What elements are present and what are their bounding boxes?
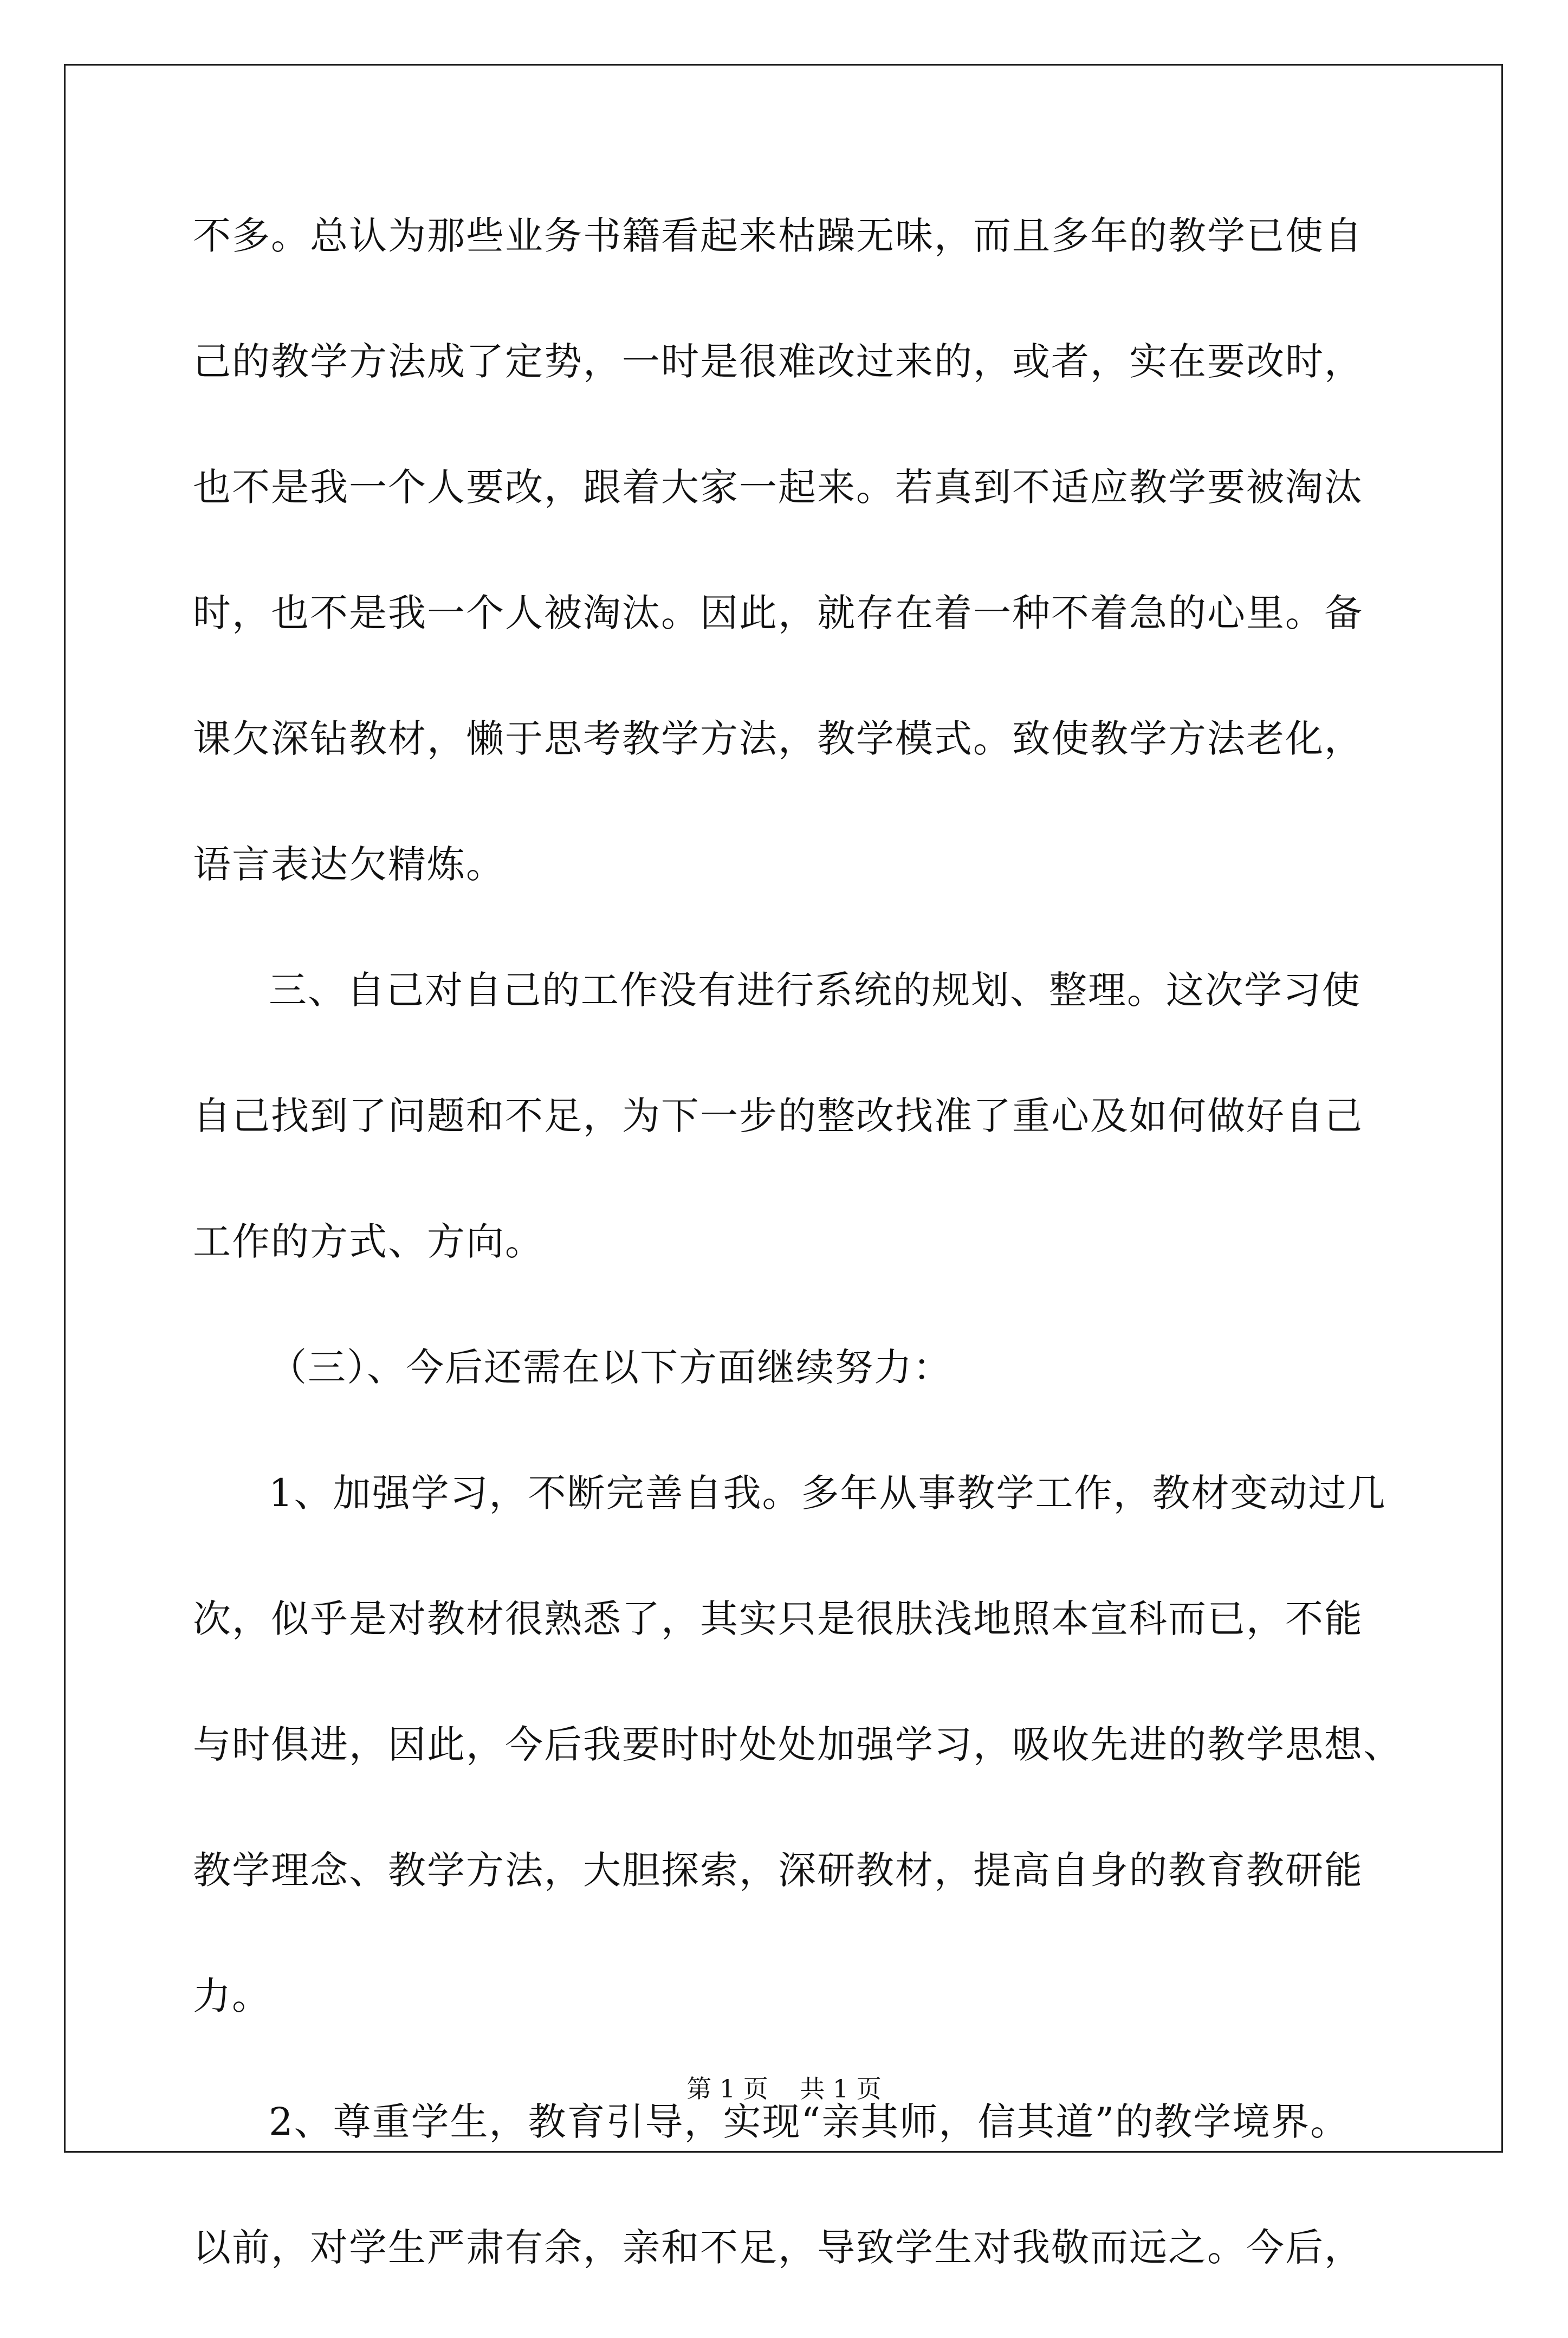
- section-heading: （三）、今后还需在以下方面继续努力：: [269, 1345, 952, 1390]
- text-line: 课欠深钻教材，懒于思考教学方法，教学模式。致使教学方法老化，: [193, 716, 1363, 761]
- text-line: 与时俱进，因此，今后我要时时处处加强学习，吸收先进的教学思想、: [193, 1722, 1402, 1767]
- text-line: 时，也不是我一个人被淘汰。因此，就存在着一种不着急的心里。备: [193, 591, 1363, 635]
- text-line: 工作的方式、方向。: [193, 1219, 544, 1264]
- text-line: 力。: [193, 1974, 271, 2018]
- text-line: 语言表达欠精炼。: [193, 842, 505, 887]
- text-line: 也不是我一个人要改，跟着大家一起来。若真到不适应教学要被淘汰: [193, 465, 1363, 509]
- text-line: 次，似乎是对教材很熟悉了，其实只是很肤浅地照本宣科而已，不能: [193, 1597, 1363, 1641]
- document-body: [193, 201, 1402, 2338]
- text-line: 自己找到了问题和不足，为下一步的整改找准了重心及如何做好自己: [193, 1094, 1363, 1138]
- text-line: 己的教学方法成了定势，一时是很难改过来的，或者，实在要改时，: [193, 339, 1363, 384]
- text-line: 不多。总认为那些业务书籍看起来枯躁无味，而且多年的教学已使自: [193, 214, 1363, 258]
- text-line: 以前，对学生严肃有余，亲和不足，导致学生对我敬而远之。今后，: [193, 2225, 1363, 2270]
- page-number-footer: 第 1 页 共 1 页: [686, 2074, 882, 2103]
- paragraph-start-line: 1、加强学习，不断完善自我。多年从事教学工作，教材变动过几: [269, 1471, 1386, 1515]
- text-line: 教学理念、教学方法，大胆探索，深研教材，提高自身的教育教研能: [193, 1848, 1363, 1893]
- paragraph-start-line: 三、自己对自己的工作没有进行系统的规划、整理。这次学习使: [269, 968, 1361, 1012]
- paragraph-start-line: 2、尊重学生，教育引导，实现“亲其师，信其道”的教学境界。: [269, 2100, 1350, 2144]
